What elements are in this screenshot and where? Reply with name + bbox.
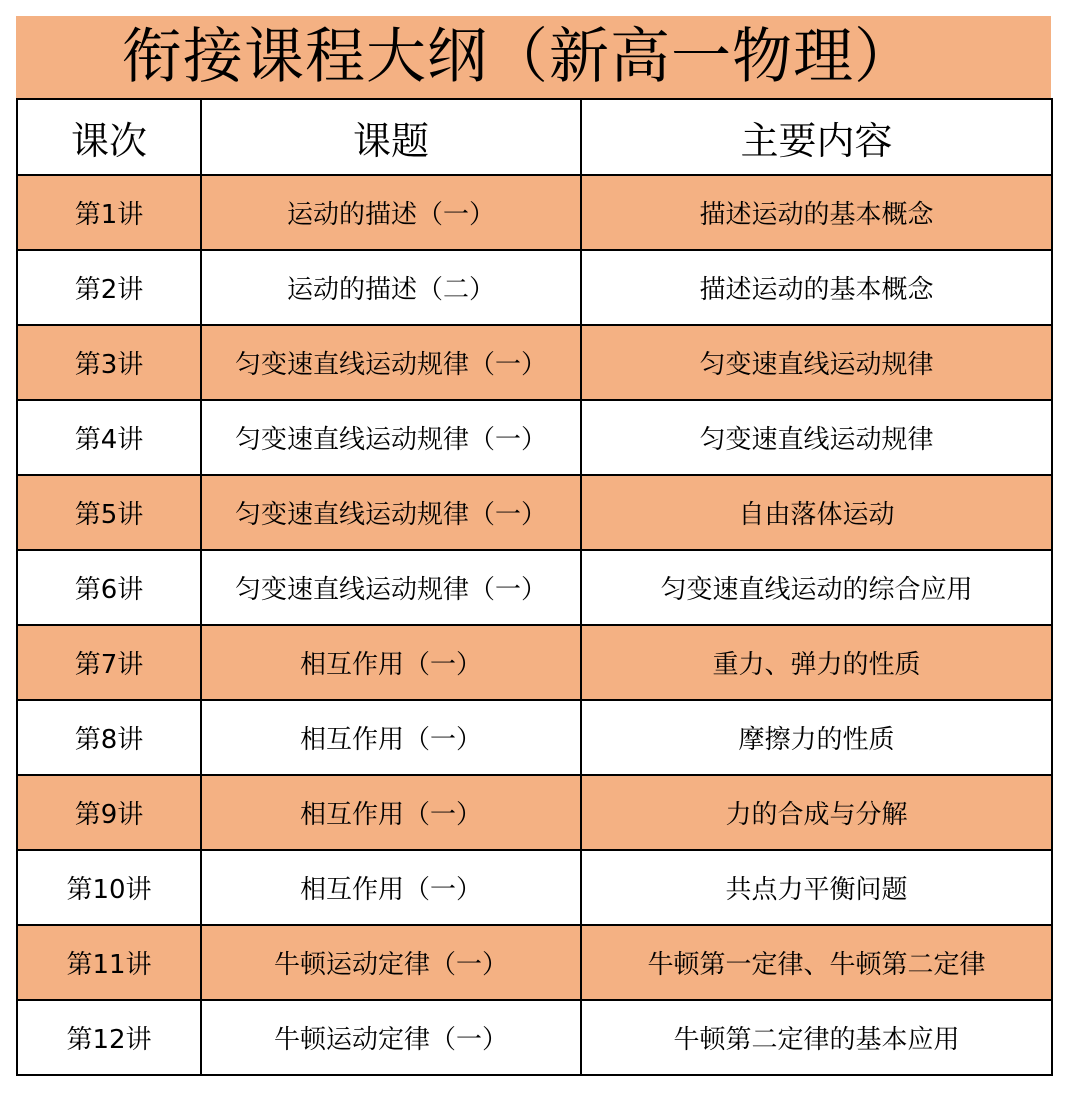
header-topic: 课题 — [201, 99, 581, 175]
table-row — [17, 625, 1052, 700]
content-cell: 自由落体运动 — [581, 475, 1052, 550]
content-cell: 匀变速直线运动的综合应用 — [581, 550, 1052, 625]
table-row — [17, 475, 1052, 550]
topic-cell: 相互作用（一） — [201, 775, 581, 850]
topic-cell: 运动的描述（二） — [201, 250, 581, 325]
content-cell: 共点力平衡问题 — [581, 850, 1052, 925]
content-cell: 匀变速直线运动规律 — [581, 325, 1052, 400]
lesson-cell: 第3讲 — [17, 325, 201, 400]
lesson-cell: 第6讲 — [17, 550, 201, 625]
topic-cell: 匀变速直线运动规律（一） — [201, 325, 581, 400]
table-row — [17, 925, 1052, 1000]
content-cell: 描述运动的基本概念 — [581, 175, 1052, 250]
content-cell: 描述运动的基本概念 — [581, 250, 1052, 325]
topic-cell: 相互作用（一） — [201, 625, 581, 700]
topic-cell: 牛顿运动定律（一） — [201, 925, 581, 1000]
table-row — [17, 850, 1052, 925]
header-lesson: 课次 — [17, 99, 201, 175]
content-cell: 力的合成与分解 — [581, 775, 1052, 850]
topic-cell: 相互作用（一） — [201, 700, 581, 775]
table-header-row — [17, 99, 1052, 175]
table-row — [17, 775, 1052, 850]
topic-cell: 牛顿运动定律（一） — [201, 1000, 581, 1075]
table-row — [17, 550, 1052, 625]
content-cell: 重力、弹力的性质 — [581, 625, 1052, 700]
lesson-cell: 第4讲 — [17, 400, 201, 475]
lesson-cell: 第8讲 — [17, 700, 201, 775]
topic-cell: 匀变速直线运动规律（一） — [201, 475, 581, 550]
topic-cell: 相互作用（一） — [201, 850, 581, 925]
topic-cell: 匀变速直线运动规律（一） — [201, 550, 581, 625]
lesson-cell: 第9讲 — [17, 775, 201, 850]
topic-cell: 匀变速直线运动规律（一） — [201, 400, 581, 475]
topic-cell: 运动的描述（一） — [201, 175, 581, 250]
content-cell: 摩擦力的性质 — [581, 700, 1052, 775]
content-cell: 匀变速直线运动规律 — [581, 400, 1052, 475]
lesson-cell: 第5讲 — [17, 475, 201, 550]
table-row — [17, 400, 1052, 475]
lesson-cell: 第2讲 — [17, 250, 201, 325]
table-row — [17, 700, 1052, 775]
content-cell: 牛顿第一定律、牛顿第二定律 — [581, 925, 1052, 1000]
lesson-cell: 第11讲 — [17, 925, 201, 1000]
lesson-cell: 第1讲 — [17, 175, 201, 250]
course-outline-table — [16, 98, 1053, 1076]
lesson-cell: 第12讲 — [17, 1000, 201, 1075]
table-row — [17, 325, 1052, 400]
lesson-cell: 第7讲 — [17, 625, 201, 700]
table-row — [17, 1000, 1052, 1075]
lesson-cell: 第10讲 — [17, 850, 201, 925]
table-row — [17, 250, 1052, 325]
page-title: 衔接课程大纲（新高一物理） — [122, 22, 915, 92]
table-row — [17, 175, 1052, 250]
header-content: 主要内容 — [581, 99, 1052, 175]
title-bar — [16, 16, 1051, 98]
content-cell: 牛顿第二定律的基本应用 — [581, 1000, 1052, 1075]
